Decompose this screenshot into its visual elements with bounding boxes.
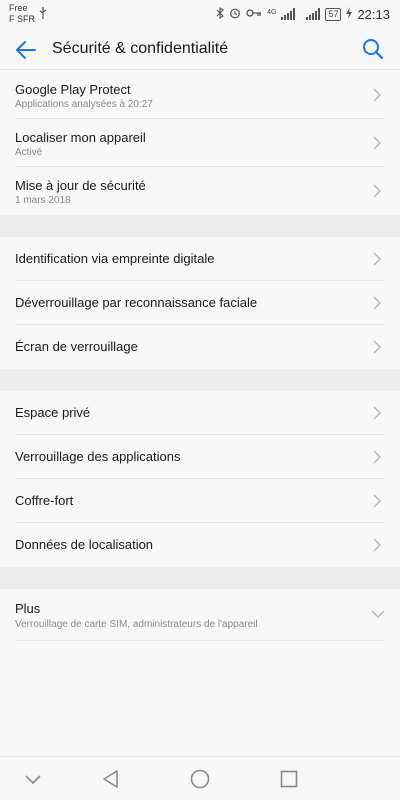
wifi-signal-icon: [306, 8, 320, 20]
charging-icon: [346, 7, 352, 22]
settings-list: [0, 71, 400, 641]
search-icon: [362, 38, 384, 60]
chevron-right-icon: [372, 450, 382, 464]
settings-item-subtitle: Verrouillage de carte SIM, administrateurs de l'appareil: [15, 619, 258, 630]
nav-recents-button[interactable]: [278, 768, 300, 790]
chevron-right-icon: [372, 296, 382, 310]
settings-item-title: Mise à jour de sécurité: [15, 178, 146, 193]
chevron-right-icon: [372, 88, 382, 102]
chevron-right-icon: [372, 538, 382, 552]
settings-item-private-space[interactable]: [15, 391, 385, 435]
settings-item-fingerprint[interactable]: [15, 237, 385, 281]
network-type: 4G: [267, 9, 277, 16]
settings-item-title: Localiser mon appareil: [15, 130, 146, 145]
app-header: [0, 30, 400, 70]
settings-item-subtitle: 1 mars 2018: [15, 195, 71, 206]
settings-item-title: Données de localisation: [15, 537, 154, 552]
settings-item-title: Espace privé: [15, 405, 91, 420]
search-button[interactable]: [362, 38, 384, 60]
settings-item-google-play-protect[interactable]: [15, 71, 385, 119]
settings-item-title: Plus: [15, 601, 41, 616]
page-title: Sécurité & confidentialité: [52, 40, 229, 57]
carrier-line2: F SFR: [9, 14, 35, 24]
settings-item-app-lock[interactable]: [15, 435, 385, 479]
arrow-left-icon: [14, 39, 38, 61]
bluetooth-icon: [216, 7, 224, 22]
usb-icon: [39, 7, 47, 22]
carrier-label: [9, 3, 35, 25]
nav-hide-button[interactable]: [22, 768, 44, 790]
settings-group-more: [0, 589, 400, 641]
chevron-right-icon: [372, 494, 382, 508]
triangle-back-icon: [100, 768, 122, 790]
vpn-key-icon: [246, 7, 262, 21]
carrier-line1: Free: [9, 3, 28, 13]
settings-item-lock-screen[interactable]: [15, 325, 385, 369]
settings-item-security-update[interactable]: [15, 167, 385, 215]
settings-item-title: Coffre-fort: [15, 493, 74, 508]
settings-item-title: Google Play Protect: [15, 82, 131, 97]
nav-back-button[interactable]: [100, 768, 122, 790]
section-divider: [0, 215, 400, 237]
chevron-right-icon: [372, 340, 382, 354]
section-divider: [0, 369, 400, 391]
settings-item-subtitle: Applications analysées à 20:27: [15, 99, 153, 110]
settings-item-subtitle: Activé: [15, 147, 43, 158]
settings-item-find-device[interactable]: [15, 119, 385, 167]
settings-item-location-data[interactable]: [15, 523, 385, 567]
settings-group-unlock: [0, 237, 400, 369]
signal-icon: [281, 8, 295, 20]
battery-level: 57: [325, 8, 341, 21]
settings-item-title: Écran de verrouillage: [15, 339, 138, 354]
circle-home-icon: [189, 768, 211, 790]
section-divider: [0, 567, 400, 589]
settings-item-face-unlock[interactable]: [15, 281, 385, 325]
chevron-down-icon: [22, 768, 44, 790]
settings-item-safe[interactable]: [15, 479, 385, 523]
settings-item-more[interactable]: [15, 589, 385, 641]
settings-item-title: Déverrouillage par reconnaissance faciale: [15, 295, 258, 310]
alarm-icon: [229, 7, 241, 22]
settings-item-title: Verrouillage des applications: [15, 449, 181, 464]
navigation-bar: [0, 756, 400, 800]
chevron-right-icon: [372, 406, 382, 420]
clock: 22:13: [357, 6, 390, 22]
settings-group-privacy: [0, 391, 400, 567]
square-recents-icon: [278, 768, 300, 790]
chevron-right-icon: [372, 184, 382, 198]
status-icons: [216, 5, 390, 23]
nav-home-button[interactable]: [189, 768, 211, 790]
settings-group-protection: [0, 71, 400, 215]
chevron-right-icon: [372, 136, 382, 150]
settings-item-title: Identification via empreinte digitale: [15, 251, 215, 266]
chevron-right-icon: [372, 252, 382, 266]
chevron-down-icon: [371, 609, 385, 619]
status-bar: [0, 0, 400, 30]
back-button[interactable]: [14, 39, 38, 61]
